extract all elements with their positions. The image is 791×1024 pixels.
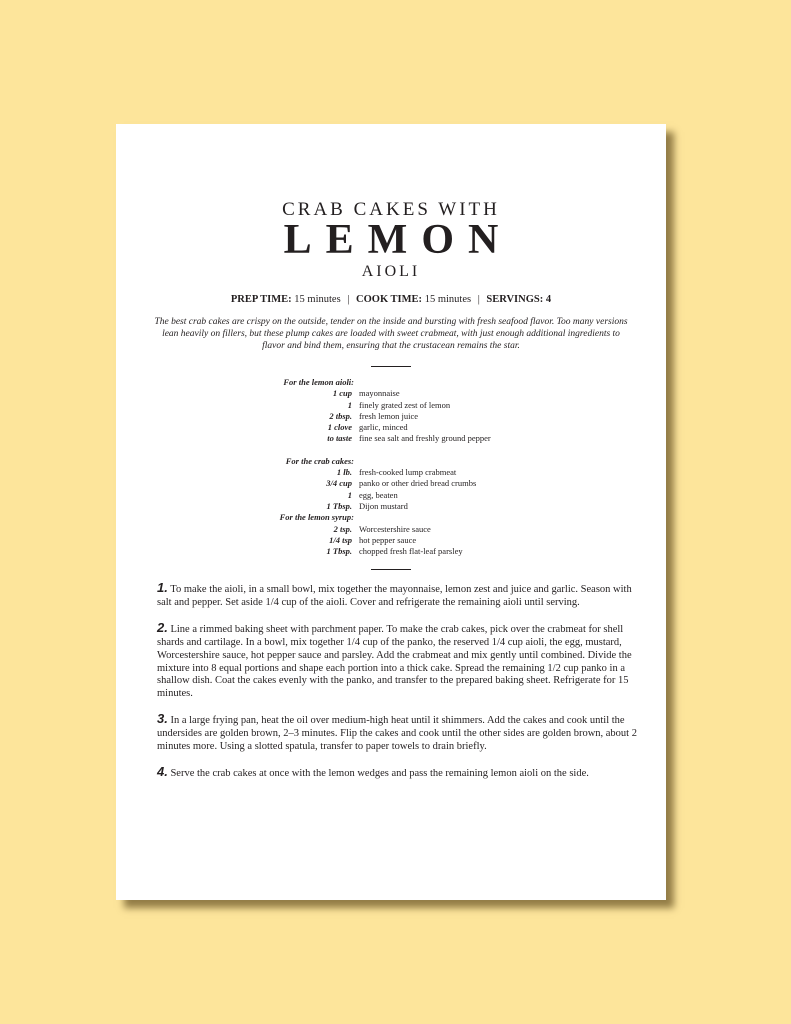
- ingredient-row: [116, 501, 666, 512]
- ingredient-item: hot pepper sauce: [359, 534, 417, 545]
- ingredients-list: [116, 377, 666, 557]
- step-number: 1.: [157, 580, 168, 595]
- ingredient-amount: 1 Tbsp.: [326, 500, 352, 511]
- ingredient-amount: 3/4 cup: [326, 478, 352, 489]
- step: [157, 582, 637, 610]
- ingredient-amount: 1: [347, 399, 352, 410]
- ingredient-row: [116, 490, 666, 501]
- cook-time-value: 15 minutes: [424, 294, 472, 305]
- step-number: 4.: [157, 763, 168, 779]
- step-text: Serve the crab cakes at once with the lemon wedges and pass the remaining lemon aioli on the side.: [170, 767, 589, 779]
- prep-time-value: 15 minutes: [294, 294, 341, 305]
- ingredient-item: finely grated zest of lemon: [359, 399, 451, 410]
- recipe-steps: [157, 582, 637, 793]
- ingredient-row: [116, 546, 666, 557]
- ingredient-row: [116, 478, 666, 489]
- meta-separator: |: [347, 294, 350, 305]
- meta-separator: |: [477, 294, 480, 305]
- ingredient-item: chopped fresh flat-leaf parsley: [359, 546, 463, 557]
- step-text: In a large frying pan, heat the oil over medium-high heat until it shimmers. Add the cakes and cook until the undersides are golden brown, 2–3 minutes. Flip the cakes and cook until the other sides are golden brown, about 2 minutes more. Using a slotted spatula, transfer to paper towels to drain briefly.: [157, 715, 637, 753]
- recipe-meta: [116, 294, 666, 305]
- ingredient-amount: 1 lb.: [336, 467, 352, 478]
- ingredient-row: [116, 433, 666, 444]
- ingredient-row: [116, 524, 666, 535]
- ingredient-row: [116, 467, 666, 478]
- ingredient-row: [116, 422, 666, 433]
- step-number: 2.: [157, 619, 168, 635]
- ingredient-row: [116, 400, 666, 411]
- recipe-intro: The best crab cakes are crispy on the outside, tender on the inside and bursting with fresh seafood flavor. Too many versions lean heavily on fillers, but these plump cakes are loaded with sweet crabmeat, with just enough additional ingredients to flavor and bind them, ensuring that the crustacean remains the star.: [154, 317, 628, 351]
- ingredient-item: fresh lemon juice: [359, 410, 419, 421]
- ingredient-amount: to taste: [327, 433, 352, 444]
- ingredient-row: [116, 388, 666, 399]
- step-text: To make the aioli, in a small bowl, mix together the mayonnaise, lemon zest and juice and garlic. Season with salt and pepper. Set aside 1/4 cup of the aioli. Cover and refrigerate the remaining aioli until serving.: [157, 584, 632, 608]
- step-text: Line a rimmed baking sheet with parchment paper. To make the crab cakes, pick over the crabmeat for shell shards and cartilage. In a bowl, mix together 1/4 cup of the panko, the reserved 1/4 cup aioli, the egg, mustard, Worcestershire sauce, hot pepper sauce and parsley. Add the crabmeat and mix gently until combined. Divide the mixture into 8 equal portions and shape each portion into a thick cake. Spread the remaining 1/2 cup panko in a shallow dish. Coat the cakes evenly with the panko, and transfer to the prepared baking sheet. Refrigerate for 15 minutes.: [157, 623, 632, 700]
- step: [157, 713, 637, 754]
- title-top-line: CRAB CAKES WITH: [282, 199, 500, 220]
- step: [157, 619, 637, 701]
- ingredient-row: [116, 411, 666, 422]
- ingredient-amount: 1: [347, 489, 352, 500]
- ingredient-item: fine sea salt and freshly ground pepper: [359, 433, 491, 444]
- ingredient-item: panko or other dried bread crumbs: [359, 478, 477, 489]
- ingredient-item: Dijon mustard: [359, 500, 408, 511]
- ingredient-group-heading: For the lemon aioli:: [283, 377, 354, 387]
- ingredient-item: egg, beaten: [359, 489, 398, 500]
- ingredient-item: mayonnaise: [359, 388, 400, 399]
- ingredient-group-heading: For the crab cakes:: [285, 455, 354, 466]
- ingredient-row: [116, 535, 666, 546]
- divider: [371, 569, 411, 570]
- ingredient-item: fresh-cooked lump crabmeat: [359, 467, 457, 478]
- ingredient-amount: 2 tbsp.: [329, 410, 352, 421]
- servings-value: 4: [545, 294, 552, 305]
- servings-label: SERVINGS:: [486, 294, 544, 305]
- recipe-page: [116, 124, 666, 900]
- ingredient-amount: 1 clove: [327, 422, 352, 433]
- prep-time-label: PREP TIME:: [230, 294, 292, 305]
- divider: [371, 366, 411, 367]
- title-sub-line: AIOLI: [361, 263, 421, 280]
- ingredient-amount: 1/4 tsp: [329, 534, 352, 545]
- ingredient-group-heading: For the lemon syrup:: [279, 512, 354, 523]
- ingredient-amount: 1 cup: [332, 388, 352, 399]
- step-number: 3.: [157, 711, 168, 727]
- ingredient-amount: 1 Tbsp.: [326, 546, 352, 557]
- cook-time-label: COOK TIME:: [356, 294, 423, 305]
- ingredient-item: garlic, minced: [359, 422, 408, 433]
- ingredient-item: Worcestershire sauce: [359, 523, 431, 534]
- page-title: LEMON: [283, 217, 513, 263]
- step: [157, 763, 637, 781]
- ingredient-amount: 2 tsp.: [333, 523, 352, 534]
